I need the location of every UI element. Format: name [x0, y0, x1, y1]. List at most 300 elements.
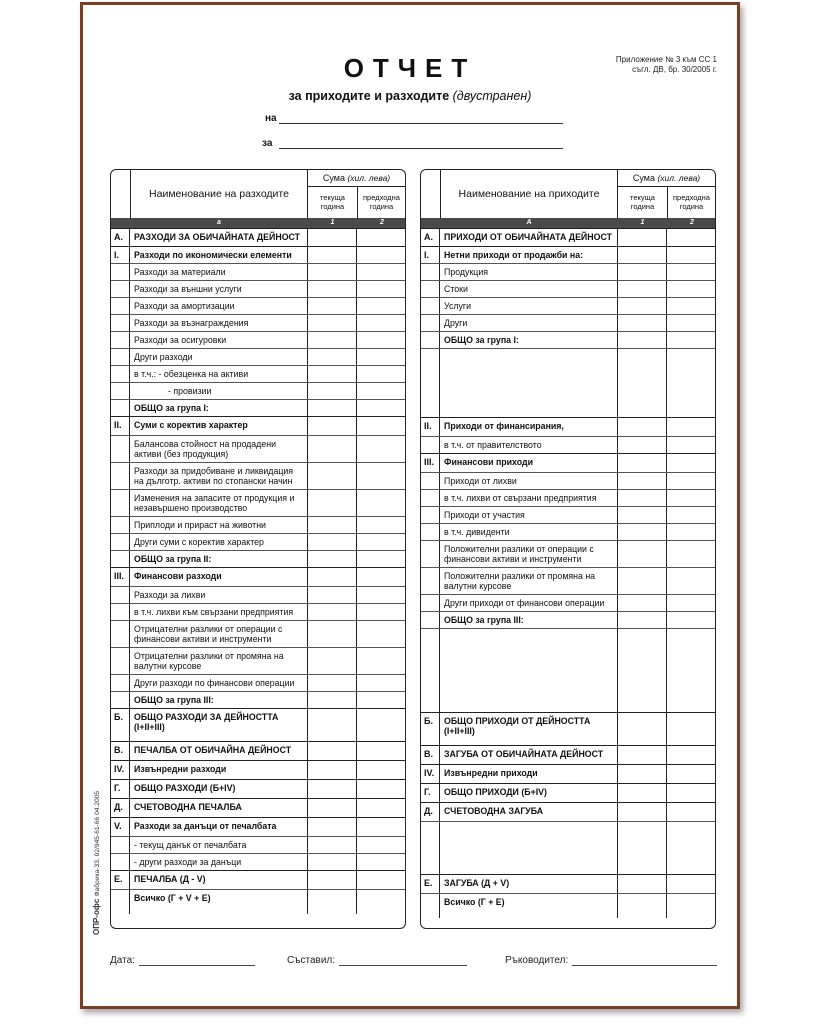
income-row: [421, 745, 715, 764]
current-year-cell[interactable]: [618, 349, 667, 417]
previous-year-cell[interactable]: [667, 875, 715, 893]
previous-year-cell[interactable]: [667, 490, 715, 506]
expenses-row: [111, 870, 405, 889]
row-label: Приплоди и прираст на животни: [130, 517, 308, 533]
previous-year-cell[interactable]: [357, 281, 405, 297]
current-year-cell[interactable]: [308, 400, 357, 416]
income-row: [421, 472, 715, 489]
row-label: Разходи по икономически елементи: [130, 247, 308, 263]
row-number: Д.: [111, 799, 130, 817]
previous-year-cell[interactable]: [357, 332, 405, 348]
previous-year-cell[interactable]: [357, 780, 405, 798]
previous-year-cell[interactable]: [667, 229, 715, 246]
expenses-row: [111, 853, 405, 870]
previous-year-cell[interactable]: [667, 568, 715, 594]
sum-header: [308, 170, 405, 187]
income-row: [421, 628, 715, 712]
expenses-row: [111, 246, 405, 263]
previous-year-cell[interactable]: [667, 894, 715, 918]
expenses-name-header: Наименование на разходите: [130, 170, 308, 218]
row-label: Положителни разлики от промяна на валутни курсове: [440, 568, 618, 594]
letter-a: А: [526, 219, 532, 226]
expenses-row: [111, 228, 405, 246]
previous-year-cell[interactable]: [667, 784, 715, 802]
form-sheet: [80, 2, 740, 1009]
previous-year-cell[interactable]: [667, 746, 715, 764]
expenses-row: [111, 817, 405, 836]
row-label: Други разходи по финансови операции: [130, 675, 308, 691]
row-number: [111, 490, 130, 516]
income-table-header: [421, 170, 715, 218]
side-print-code: [89, 775, 103, 935]
current-year-cell[interactable]: [618, 437, 667, 453]
income-row: [421, 331, 715, 348]
row-number: [421, 524, 440, 540]
income-row: [421, 506, 715, 523]
current-year-cell[interactable]: [308, 761, 357, 779]
previous-year-cell[interactable]: [667, 454, 715, 472]
current-year-cell[interactable]: [308, 490, 357, 516]
current-year-cell[interactable]: [308, 648, 357, 674]
current-year-cell[interactable]: [308, 383, 357, 399]
income-row: [421, 489, 715, 506]
previous-year-cell[interactable]: [357, 675, 405, 691]
row-number: [111, 298, 130, 314]
row-number: [421, 894, 440, 918]
sum-header: [618, 170, 715, 187]
previous-year-cell[interactable]: [357, 871, 405, 889]
current-year-cell[interactable]: [618, 524, 667, 540]
current-year-cell[interactable]: [618, 803, 667, 821]
current-year-cell[interactable]: [308, 517, 357, 533]
previous-year-cell[interactable]: [667, 507, 715, 523]
expenses-row: [111, 647, 405, 674]
previous-year-cell[interactable]: [357, 890, 405, 914]
expenses-row: [111, 741, 405, 760]
sum-label: Сума: [322, 173, 345, 183]
current-year-cell[interactable]: [308, 799, 357, 817]
side-code-small: Фабрика-33, 02/945-61-66 04.2005: [94, 790, 101, 897]
row-label: Разходи за придобиване и ликвидация на дълготр. активи по стопански начин: [130, 463, 308, 489]
annex-line-1: Приложение № 3 към СС 1: [615, 55, 717, 64]
expenses-row: [111, 331, 405, 348]
row-number: [111, 332, 130, 348]
previous-year-cell[interactable]: [357, 436, 405, 462]
income-row: [421, 893, 715, 918]
row-number: [421, 332, 440, 348]
previous-year-cell[interactable]: [357, 534, 405, 550]
column-letters: [421, 218, 715, 228]
na-label: на: [265, 113, 277, 124]
expenses-row: [111, 586, 405, 603]
current-year-cell[interactable]: [308, 551, 357, 567]
current-year-cell[interactable]: [308, 587, 357, 603]
current-year-cell[interactable]: [618, 894, 667, 918]
row-number: [421, 315, 440, 331]
current-year-cell[interactable]: [618, 629, 667, 712]
row-label: в т.ч.: - обезценка на активи: [130, 366, 308, 382]
row-number: [111, 281, 130, 297]
row-number: V.: [111, 818, 130, 836]
previous-year-cell[interactable]: [667, 418, 715, 436]
date-input-line[interactable]: [139, 964, 255, 966]
column-letters: [111, 218, 405, 228]
income-table: [420, 169, 716, 929]
current-year-cell[interactable]: [618, 454, 667, 472]
row-label: СЧЕТОВОДНА ЗАГУБА: [440, 803, 618, 821]
previous-year-cell[interactable]: [357, 692, 405, 708]
row-number: [421, 612, 440, 628]
current-year-cell[interactable]: [618, 541, 667, 567]
date-signature: [110, 955, 255, 966]
row-label: в т.ч. лихви към свързани предприятия: [130, 604, 308, 620]
row-number: Д.: [421, 803, 440, 821]
current-year-cell[interactable]: [308, 709, 357, 741]
row-number: [111, 837, 130, 853]
row-number: А.: [111, 229, 130, 246]
current-year-cell[interactable]: [618, 568, 667, 594]
previous-year-cell[interactable]: [667, 315, 715, 331]
current-year-cell[interactable]: [308, 315, 357, 331]
row-number: Е.: [421, 875, 440, 893]
row-label: Финансови разходи: [130, 568, 308, 586]
subtitle-text: за приходите и разходите: [288, 89, 450, 103]
row-label: Отрицателни разлики от операции с финансови активи и инструменти: [130, 621, 308, 647]
letter-1: 1: [330, 219, 335, 226]
row-number: [421, 822, 440, 874]
row-label: Финансови приходи: [440, 454, 618, 472]
row-number: IV.: [111, 761, 130, 779]
previous-year-cell[interactable]: [667, 629, 715, 712]
current-year-cell[interactable]: [618, 612, 667, 628]
previous-year-cell[interactable]: [357, 818, 405, 836]
income-row: [421, 567, 715, 594]
za-line: [262, 138, 272, 149]
row-label: Разходи за данъци от печалбата: [130, 818, 308, 836]
expenses-row: [111, 365, 405, 382]
row-number: А.: [421, 229, 440, 246]
sum-unit: (хил. лева): [657, 173, 701, 183]
current-year-cell[interactable]: [618, 281, 667, 297]
income-row: [421, 417, 715, 436]
row-number: Е.: [111, 871, 130, 889]
current-year-cell[interactable]: [618, 315, 667, 331]
previous-year-cell[interactable]: [667, 765, 715, 783]
na-input-line[interactable]: [279, 123, 563, 124]
previous-year-cell[interactable]: [667, 437, 715, 453]
letter-1: 1: [640, 219, 645, 226]
previous-year-header: предходна година: [357, 186, 405, 218]
row-number: [111, 675, 130, 691]
current-year-cell[interactable]: [308, 436, 357, 462]
current-year-cell[interactable]: [308, 349, 357, 365]
previous-year-cell[interactable]: [357, 490, 405, 516]
expenses-row: [111, 533, 405, 550]
previous-year-cell[interactable]: [357, 604, 405, 620]
date-label: Дата:: [110, 955, 135, 966]
row-number: В.: [421, 746, 440, 764]
row-label: Разходи за осигуровки: [130, 332, 308, 348]
current-year-cell[interactable]: [308, 890, 357, 914]
expenses-row: [111, 779, 405, 798]
current-year-cell[interactable]: [618, 875, 667, 893]
current-year-cell[interactable]: [618, 229, 667, 246]
row-number: [111, 315, 130, 331]
current-year-cell[interactable]: [308, 366, 357, 382]
previous-year-cell[interactable]: [357, 315, 405, 331]
previous-year-cell[interactable]: [357, 463, 405, 489]
previous-year-cell[interactable]: [357, 229, 405, 246]
current-year-cell[interactable]: [618, 298, 667, 314]
current-year-cell[interactable]: [308, 281, 357, 297]
expenses-row: [111, 399, 405, 416]
row-label: [440, 822, 618, 874]
previous-year-cell[interactable]: [667, 247, 715, 263]
expenses-row: [111, 889, 405, 914]
previous-year-cell[interactable]: [357, 761, 405, 779]
previous-year-cell[interactable]: [667, 803, 715, 821]
expenses-row: [111, 760, 405, 779]
za-input-line[interactable]: [279, 148, 563, 149]
manager-input-line[interactable]: [572, 964, 717, 966]
row-number: Б.: [421, 713, 440, 745]
current-year-cell[interactable]: [618, 595, 667, 611]
row-label: ПРИХОДИ ОТ ОБИЧАЙНАТА ДЕЙНОСТ: [440, 229, 618, 246]
previous-year-cell[interactable]: [357, 298, 405, 314]
row-label: ПЕЧАЛБА (Д - V): [130, 871, 308, 889]
current-year-cell[interactable]: [308, 463, 357, 489]
subtitle-note: (двустранен): [452, 89, 532, 103]
previous-year-cell[interactable]: [357, 854, 405, 870]
expenses-row: [111, 297, 405, 314]
income-row: [421, 348, 715, 417]
previous-year-cell[interactable]: [357, 517, 405, 533]
expenses-row: [111, 348, 405, 365]
previous-year-cell[interactable]: [667, 524, 715, 540]
row-label: Приходи от участия: [440, 507, 618, 523]
row-label: Всичко (Г + V + Е): [130, 890, 308, 914]
row-label: Суми с коректив характер: [130, 417, 308, 435]
current-year-cell[interactable]: [308, 264, 357, 280]
current-year-cell[interactable]: [308, 417, 357, 435]
row-number: [421, 629, 440, 712]
previous-year-cell[interactable]: [357, 551, 405, 567]
expenses-row: [111, 708, 405, 741]
previous-year-cell[interactable]: [667, 298, 715, 314]
current-year-cell[interactable]: [308, 568, 357, 586]
row-number: [111, 400, 130, 416]
expenses-row: [111, 567, 405, 586]
previous-year-cell[interactable]: [357, 648, 405, 674]
row-number: [111, 383, 130, 399]
current-year-cell[interactable]: [618, 418, 667, 436]
row-label: ОБЩО за група III:: [130, 692, 308, 708]
previous-year-cell[interactable]: [357, 621, 405, 647]
row-label: ЗАГУБА (Д + V): [440, 875, 618, 893]
income-row: [421, 594, 715, 611]
row-label: - текущ данък от печалбата: [130, 837, 308, 853]
row-number: II.: [421, 418, 440, 436]
expenses-table: [110, 169, 406, 929]
current-year-cell[interactable]: [308, 534, 357, 550]
previous-year-cell[interactable]: [357, 366, 405, 382]
income-row: [421, 874, 715, 893]
side-code-main: ОПР-офс: [92, 898, 101, 935]
row-number: [111, 517, 130, 533]
income-row: [421, 540, 715, 567]
row-number: [421, 349, 440, 417]
previous-year-cell[interactable]: [357, 587, 405, 603]
expenses-row: [111, 516, 405, 533]
previous-year-cell[interactable]: [357, 709, 405, 741]
row-number: [111, 264, 130, 280]
row-number: [111, 604, 130, 620]
row-number: [111, 366, 130, 382]
previous-year-cell[interactable]: [357, 799, 405, 817]
previous-year-cell[interactable]: [357, 837, 405, 853]
expenses-row: [111, 382, 405, 399]
current-year-cell[interactable]: [308, 247, 357, 263]
row-label: ОБЩО за група II:: [130, 551, 308, 567]
row-number: [111, 534, 130, 550]
current-year-cell[interactable]: [618, 746, 667, 764]
previous-year-header: предходна година: [667, 186, 715, 218]
expenses-row: [111, 603, 405, 620]
row-label: ОБЩО ПРИХОДИ ОТ ДЕЙНОСТТА (I+II+III): [440, 713, 618, 745]
side-code-text: [92, 791, 101, 935]
row-label: Балансова стойност на продадени активи (без продукция): [130, 436, 308, 462]
expenses-row: [111, 620, 405, 647]
income-row: [421, 246, 715, 263]
current-year-cell[interactable]: [618, 247, 667, 263]
current-year-cell[interactable]: [308, 332, 357, 348]
row-label: в т.ч. дивиденти: [440, 524, 618, 540]
previous-year-cell[interactable]: [357, 383, 405, 399]
expenses-row: [111, 416, 405, 435]
letter-2: 2: [380, 219, 384, 226]
row-number: I.: [111, 247, 130, 263]
current-year-cell[interactable]: [618, 713, 667, 745]
income-rows: [421, 228, 715, 918]
previous-year-cell[interactable]: [667, 349, 715, 417]
previous-year-cell[interactable]: [667, 473, 715, 489]
row-label: Други приходи от финансови операции: [440, 595, 618, 611]
income-row: [421, 228, 715, 246]
row-label: Отрицателни разлики от промяна на валутни курсове: [130, 648, 308, 674]
income-row: [421, 764, 715, 783]
row-number: [111, 551, 130, 567]
expenses-row: [111, 263, 405, 280]
income-row: [421, 453, 715, 472]
row-label: ОБЩО за група I:: [440, 332, 618, 348]
row-label: СЧЕТОВОДНА ПЕЧАЛБА: [130, 799, 308, 817]
row-number: [421, 281, 440, 297]
current-year-header: текуща година: [630, 193, 655, 211]
previous-year-cell[interactable]: [357, 247, 405, 263]
row-number: [421, 264, 440, 280]
previous-year-cell[interactable]: [667, 713, 715, 745]
expenses-row: [111, 462, 405, 489]
current-year-cell[interactable]: [618, 765, 667, 783]
previous-year-cell[interactable]: [667, 281, 715, 297]
current-year-cell[interactable]: [308, 818, 357, 836]
na-line: [265, 113, 277, 124]
current-year-cell[interactable]: [618, 490, 667, 506]
current-year-cell[interactable]: [308, 675, 357, 691]
row-label: РАЗХОДИ ЗА ОБИЧАЙНАТА ДЕЙНОСТ: [130, 229, 308, 246]
row-label: ОБЩО РАЗХОДИ ЗА ДЕЙНОСТТА (I+II+III): [130, 709, 308, 741]
row-number: III.: [111, 568, 130, 586]
current-year-cell[interactable]: [308, 854, 357, 870]
current-year-cell[interactable]: [308, 780, 357, 798]
row-number: Б.: [111, 709, 130, 741]
current-year-cell[interactable]: [618, 332, 667, 348]
row-label: ОБЩО РАЗХОДИ (Б+IV): [130, 780, 308, 798]
previous-year-cell[interactable]: [667, 541, 715, 567]
expenses-rows: [111, 228, 405, 914]
previous-year-cell[interactable]: [357, 400, 405, 416]
current-year-cell[interactable]: [618, 507, 667, 523]
previous-year-cell[interactable]: [667, 612, 715, 628]
previous-year-cell[interactable]: [667, 822, 715, 874]
previous-year-cell[interactable]: [357, 568, 405, 586]
current-year-cell[interactable]: [618, 784, 667, 802]
current-year-cell[interactable]: [308, 871, 357, 889]
current-year-cell[interactable]: [618, 822, 667, 874]
row-label: в т.ч. от правителството: [440, 437, 618, 453]
current-year-cell[interactable]: [308, 298, 357, 314]
row-label: Приходи от лихви: [440, 473, 618, 489]
previous-year-cell[interactable]: [357, 742, 405, 760]
current-year-cell[interactable]: [618, 264, 667, 280]
current-year-cell[interactable]: [308, 837, 357, 853]
row-number: [111, 692, 130, 708]
row-label: ОБЩО за група III:: [440, 612, 618, 628]
previous-year-cell[interactable]: [667, 264, 715, 280]
current-year-cell[interactable]: [308, 229, 357, 246]
row-label: Нетни приходи от продажби на:: [440, 247, 618, 263]
previous-year-cell[interactable]: [667, 332, 715, 348]
current-year-cell[interactable]: [308, 742, 357, 760]
row-number: [421, 473, 440, 489]
row-number: II.: [111, 417, 130, 435]
compiled-input-line[interactable]: [339, 964, 467, 966]
current-year-cell[interactable]: [308, 604, 357, 620]
income-row: [421, 297, 715, 314]
income-row: [421, 783, 715, 802]
row-number: [111, 349, 130, 365]
previous-year-cell[interactable]: [357, 417, 405, 435]
row-label: - други разходи за данъци: [130, 854, 308, 870]
current-year-cell[interactable]: [308, 692, 357, 708]
previous-year-cell[interactable]: [357, 264, 405, 280]
row-label: Други: [440, 315, 618, 331]
row-label: Извънредни приходи: [440, 765, 618, 783]
row-label: [440, 349, 618, 417]
current-year-cell[interactable]: [308, 621, 357, 647]
current-year-cell[interactable]: [618, 473, 667, 489]
row-label: Продукция: [440, 264, 618, 280]
income-row: [421, 436, 715, 453]
previous-year-cell[interactable]: [357, 349, 405, 365]
expenses-row: [111, 550, 405, 567]
previous-year-cell[interactable]: [667, 595, 715, 611]
income-row: [421, 523, 715, 540]
row-number: III.: [421, 454, 440, 472]
form-subtitle: [83, 89, 737, 103]
letter-2: 2: [690, 219, 694, 226]
income-row: [421, 712, 715, 745]
